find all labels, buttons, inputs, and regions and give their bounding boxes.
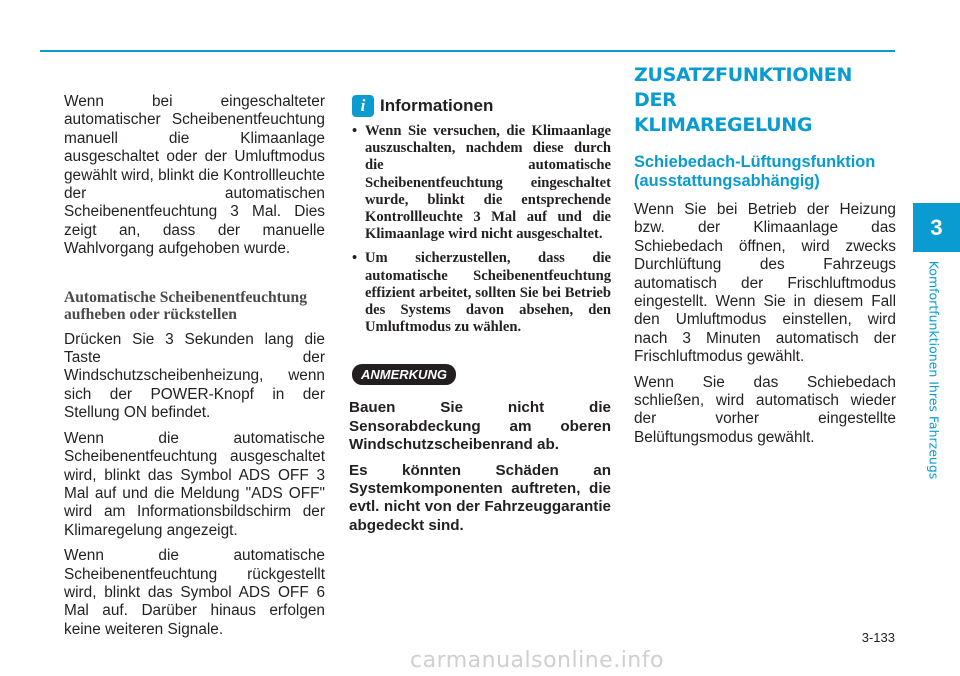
section-title-line: KLIMAREGELUNG — [634, 114, 813, 136]
note-paragraph: Bauen Sie nicht die Sensorabdeckung am oberen Windschutzscheibenrand ab. — [349, 399, 611, 454]
paragraph-sunroof-open: Wenn Sie bei Betrieb der Heizung bzw. der Klimaanlage das Schiebedach öffnen, wird zwecks Durchlüftung des Fahrzeugs automatisch der Frischluftmodus eingestellt. Wenn Sie in diesem Fall den Umluftmodus einstellen, wird nach 3 Minuten automatisch der Frischluftmodus gewählt. — [634, 201, 896, 366]
paragraph-manual-override: Wenn bei eingeschalteter automatischer Scheibenentfeuchtung manuell die Klimaanlage ausgeschaltet oder der Umluftmodus gewählt wird, blinkt die Kontrollleuchte der automatischen Scheibenentfeuchtung 3 Mal. Dies zeigt an, dass der manuelle Wahlvorgang aufgehoben wurde. — [64, 93, 325, 258]
subheading-line: Schiebedach-Lüftungsfunktion — [634, 153, 876, 171]
info-item: • Um sicherzustellen, dass die automatische Scheibenentfeuchtung effizient arbeitet, sollten Sie bei Betrieb des Systems davon absehen, den Umluftmodus zu wählen. — [349, 250, 611, 336]
note-badge: ANMERKUNG — [352, 364, 456, 385]
right-column — [634, 63, 896, 454]
heading-reset-defog: Automatische Scheibenentfeuchtung aufheben oder rückstellen — [64, 288, 308, 324]
header-rule — [40, 50, 895, 52]
section-title-line: ZUSATZFUNKTIONEN DER — [634, 64, 853, 111]
middle-column — [349, 93, 611, 542]
info-list — [349, 123, 611, 336]
subheading-sunroof-ventilation — [634, 153, 896, 191]
chapter-side-label: Komfortfunktionen Ihres Fahrzeugs — [926, 260, 942, 480]
paragraph-press-button: Drücken Sie 3 Sekunden lang die Taste der Windschutzscheibenheizung, wenn sich der POWER-Knopf in der Stellung ON befindet. — [64, 330, 325, 422]
watermark: carmanualsonline.info — [410, 648, 664, 673]
info-item: • Wenn Sie versuchen, die Klimaanlage auszuschalten, nachdem diese durch die automatische Scheibenentfeuchtung eingeschaltet wurde, blinkt die entsprechende Kontrollleuchte 3 Mal auf und die Klimaanlage wird nicht ausgeschaltet. — [349, 123, 611, 243]
chapter-tab: 3 — [913, 203, 960, 252]
left-column — [64, 93, 325, 646]
paragraph-sunroof-close: Wenn Sie das Schiebedach schließen, wird automatisch wieder der vorher eingestellte Belüftungsmodus gewählt. — [634, 373, 896, 446]
subheading-line: (ausstattungsabhängig) — [634, 172, 820, 190]
paragraph-ads-off: Wenn die automatische Scheibenentfeuchtung ausgeschaltet wird, blinkt das Symbol ADS OFF 3 Mal auf und die Meldung "ADS OFF" wird am Informationsbildschirm der Klimaregelung angezeigt. — [64, 429, 325, 539]
note-paragraph: Es könnten Schäden an Systemkomponenten auftreten, die evtl. nicht von der Fahrzeuggarantie abgedeckt sind. — [349, 461, 611, 534]
info-icon: i — [352, 95, 374, 117]
section-title — [634, 63, 896, 138]
page-number: 3-133 — [861, 630, 895, 645]
info-title: Informationen — [380, 96, 494, 115]
info-header — [352, 95, 611, 117]
paragraph-ads-reset: Wenn die automatische Scheibenentfeuchtung rückgestellt wird, blinkt das Symbol ADS OFF 6 Mal auf. Darüber hinaus erfolgen keine weiteren Signale. — [64, 547, 325, 638]
